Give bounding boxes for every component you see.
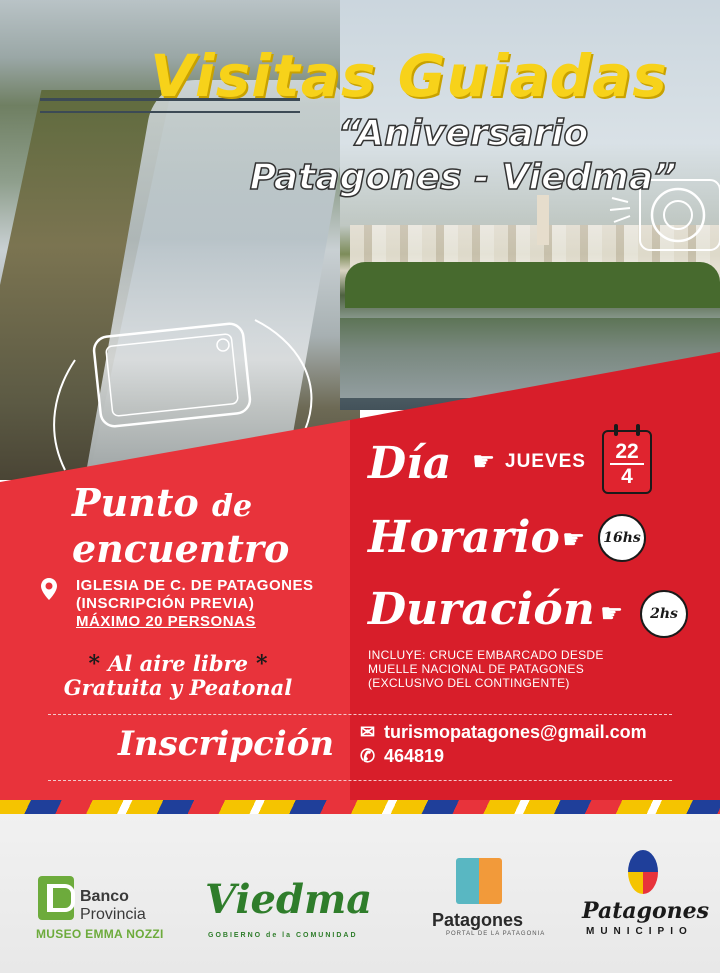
free-walking-tag: Gratuita y Peatonal [63, 675, 293, 700]
duration-label: Duración [368, 584, 595, 635]
pointing-hand-icon: ☛ [562, 524, 586, 554]
heading-word-punto: Punto [72, 480, 199, 525]
municipio-tagline: MUNICIPIO [586, 926, 693, 937]
time-value-badge: 16hs [598, 514, 646, 562]
church-tower [537, 195, 549, 245]
meeting-details [76, 577, 313, 631]
museum-name: MUSEO EMMA NOZZI [36, 927, 164, 941]
star-icon: * [255, 651, 268, 677]
phone-icon: ✆ [360, 746, 376, 766]
banco-name-line1: Banco [80, 888, 129, 905]
email-address[interactable]: turismopatagones@gmail.com [384, 722, 647, 742]
tour-tags [58, 652, 298, 700]
mail-icon: ✉ [360, 722, 376, 742]
meeting-point-heading [72, 482, 289, 570]
includes-line-2: MUELLE NACIONAL DE PATAGONES [368, 662, 585, 676]
email-contact[interactable] [360, 722, 647, 743]
municipio-logo-icon [628, 850, 658, 894]
includes-note [368, 648, 604, 690]
viedma-logo: Viedma [205, 876, 373, 923]
time-label: Horario [368, 512, 560, 563]
banco-provincia-logo-icon [38, 876, 74, 920]
pointing-hand-icon: ☛ [472, 446, 496, 476]
day-value: JUEVES [505, 451, 586, 472]
phone-number[interactable]: 464819 [384, 746, 445, 766]
outdoor-tag: Al aire libre [108, 651, 248, 676]
subtitle-line-1: “Aniversario [337, 113, 589, 154]
poster-title: Visitas Guiadas [150, 42, 668, 110]
viedma-tagline: GOBIERNO de la COMUNIDAD [208, 932, 358, 939]
registration-label: Inscripción [118, 724, 335, 764]
patagones-logo-icon [456, 858, 502, 904]
banco-name-line2: Provincia [80, 906, 146, 923]
meeting-location: IGLESIA DE C. DE PATAGONES [76, 577, 314, 594]
star-icon: * [88, 651, 101, 677]
patagones-logo-text: Patagones [432, 910, 524, 930]
subtitle-line-2: Patagones - Viedma” [249, 157, 677, 198]
calendar-ring [614, 424, 618, 436]
patagones-tagline: PORTAL DE LA PATAGONIA [446, 931, 546, 937]
heading-word-encuentro: encuentro [72, 526, 290, 571]
day-label: Día [368, 438, 452, 489]
date-day: 22 [610, 440, 644, 465]
includes-line-3: (EXCLUSIVO DEL CONTINGENTE) [368, 676, 570, 690]
registration-note: (INSCRIPCIÓN PREVIA) [76, 595, 255, 612]
calendar-ring [636, 424, 640, 436]
includes-line-1: INCLUYE: CRUCE EMBARCADO DESDE [368, 648, 604, 662]
pointing-hand-icon: ☛ [600, 598, 624, 628]
location-pin-icon [40, 577, 58, 601]
poster-subtitle [228, 112, 698, 200]
capacity-note: MÁXIMO 20 PERSONAS [76, 613, 256, 630]
divider-top [48, 714, 672, 715]
heading-word-de: de [211, 489, 253, 524]
color-stripe [0, 800, 720, 814]
municipio-logo-text: Patagones [582, 898, 710, 924]
duration-value-badge: 2hs [640, 590, 688, 638]
divider-bottom [48, 780, 672, 781]
phone-contact[interactable] [360, 746, 444, 767]
calendar-icon [602, 430, 652, 494]
date-month: 4 [621, 465, 633, 488]
